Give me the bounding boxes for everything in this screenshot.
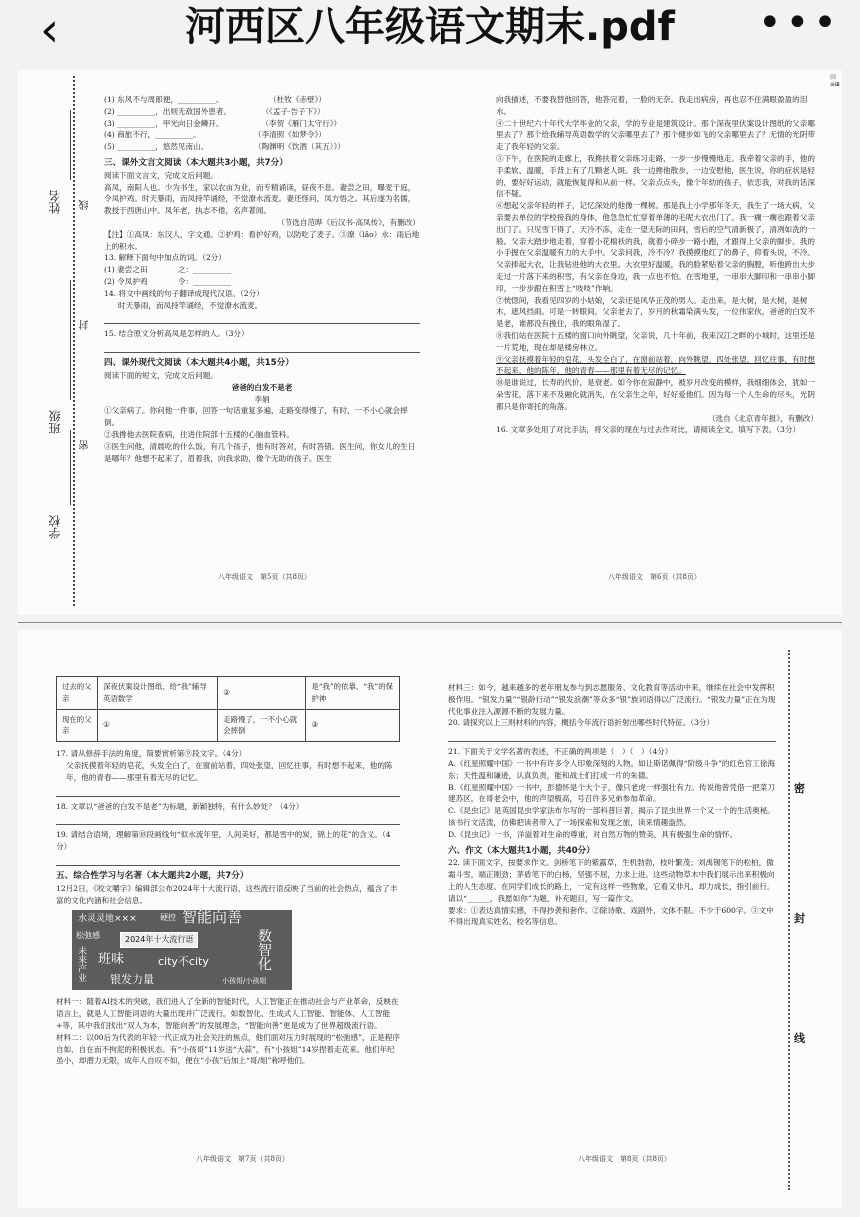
question-17-quote: 父亲抚摸着年轻的皂花，头发全白了，在窗前站着，四处张望，回忆往事，有时想不起来，他的陈年，他的青春——那里有着无尽的记忆。 — [66, 760, 393, 782]
table-cell: ③ — [306, 709, 400, 742]
name-line — [70, 110, 71, 180]
page6-column — [496, 94, 818, 436]
question-21: 21. 下面关于文学名著的表述，不正确的两项是（ ）（ ）（4分） — [448, 747, 673, 757]
page-5-footer: 八年级语文 第5页（共8页） — [218, 573, 311, 581]
classical-text: 高凤，南阳人也。少为书生，家以农亩为业，而专精诵读，昼夜不息。妻尝之田，曝麦于庭，令凤护鸡。时天暴雨，而凤持竿诵经，不觉潦水流麦。妻还怪问，凤方悟之。其后遂为名儒，教授于西唐山中。凤年老，执志不倦，名声著闻。 — [104, 182, 416, 216]
story-title: 爸爸的白发不是老 — [231, 382, 293, 392]
story-paragraph: ⑤下午，在医院的走廊上，我搀扶着父亲练习走路，一步一步慢慢地走。我牵着父亲的手，他的手柔软、温暖，手背上有了几颗老人斑。我一边搀他散步，一边安慰他，医生说，你的症状是轻的，要好好运动，就能恢复得和从前一样。父亲点点头，像个年幼的孩子，依恋我，对我的话深信不疑。 — [496, 153, 815, 199]
classical-note: 【注】①高凤：东汉人，字文通。②护鸡：看护好鸡，以防吃了麦子。③潦（lǎo）水：雨后地上的积水。 — [104, 229, 420, 251]
classical-source: （节选自范晔《后汉书·高凤传》，有删改） — [277, 217, 420, 227]
poster-word: 小孩哥/小孩姐 — [222, 977, 267, 986]
feng-label: 封 — [80, 320, 91, 330]
poem-line-4: (4) 商旅不行，__________。 （李清照《如梦令》） — [104, 130, 326, 140]
story-source: （选自《北京青年报》，有删改） — [707, 413, 818, 423]
poem-line-1: (1) 东风不与周郎便，__________。 （杜牧《赤壁》） — [104, 95, 326, 104]
binding-dotted-line — [73, 76, 75, 606]
table-cell: 走路慢了，一不小心就会摔倒 — [218, 709, 306, 742]
page-8-footer: 八年级语文 第8页（共8页） — [578, 1155, 671, 1163]
poster-word: 水灵灵地××× — [78, 914, 137, 925]
xian-label: 线 — [794, 1032, 805, 1045]
poster-word: 未来产业 — [78, 947, 88, 985]
question-22: 22. 读下面文字，按要求作文。剑桥笔下的紫露草，生机勃勃，枝叶繁茂；刘禹锡笔下的松柏，傲霜斗雪，端正刚劲；茅盾笔下的白杨，坚强不屈，力求上进。这些动物草木中我们展示出来积极向上的人生态度。在同学们成长的路上，一定有这样一些物象，它看又非凡，却力成长，指引前行。 — [448, 858, 775, 891]
poster-word: 班味 — [98, 952, 125, 968]
mi-label: 密 — [80, 440, 91, 450]
answer-line — [104, 342, 420, 353]
story-paragraph-3: ③医生问他，清晨吃的什么饭，有几个孩子，他有时答对，有时答错。医生问，你女儿的生日是哪年？他想不起来了，眉着我，向我求助，像个无助的孩子。医生 — [104, 441, 416, 463]
poem-line-5: (5) __________，悠然见南山。 （陶渊明《饮酒（其五）》） — [104, 142, 345, 152]
poster-word: city不city — [158, 955, 209, 969]
page-6-footer: 八年级语文 第6页（共8页） — [608, 573, 701, 581]
story-paragraph-1: ①父亲病了。你问他一件事，回答一句话重复多遍，走路变得慢了，有时，一不小心就会摔倒。 — [104, 406, 408, 428]
option-a: A.《红星照耀中国》一书中有许多令人印象深刻的人物。如让斯诺佩得“阶级斗争”的红色官工徐海东；天性温和谦逊，认真负责，能和战士们打成一片的朱德。 — [448, 758, 776, 780]
document-title: 河西区八年级语文期末.pdf — [185, 4, 675, 50]
question-13b: (2) 令凤护鸡 令：__________ — [104, 276, 232, 286]
table-cell: ② — [218, 677, 306, 710]
school-line — [70, 430, 71, 505]
story-paragraph-2: ②我搀他去医院查病，住进住院部十五楼的心脑血管科。 — [104, 429, 294, 439]
story-paragraph: ⑦恍惚间，我看见四岁的小姑娘，父亲还是风华正茂的男人。走出来，是大树，是大树，是树木，遮风挡雨。可是一转眼间，父亲老去了，岁月的秋霜染满头发，一位伟家伙，爸爸的白发不是老，谁都没有挽住，我的眼角湿了。 — [496, 295, 815, 329]
section-3-intro: 阅读下面文言文，完成文后问题。 — [104, 170, 218, 180]
poster-word: 银发力量 — [110, 973, 154, 987]
section-5-intro: 12月2日，《咬文嚼字》编辑部公布2024年十大流行语，这些流行语反映了当前的社会热点，蕴含了丰富的文化内涵和社会信息。 — [56, 883, 398, 905]
story-paragraph: ④二十世纪六十年代大学毕业的父亲，学的专业是建筑设计。那个深夜里伏案设计图纸的父亲哪里去了？那个给我辅导英语数学的父亲哪里去了？那个健步如飞的父亲哪里去了？无情的光阴带走了我年轻的父亲。 — [496, 118, 815, 152]
scan-corner-mark: 田 ≡⊞ — [830, 74, 841, 88]
story-author: 李娟 — [254, 394, 270, 404]
question-18: 18. 文章以“爸爸的白发不是老”为标题，新颖独特，有什么妙处？（4分） — [56, 801, 304, 811]
class-line — [70, 280, 71, 400]
answer-line — [104, 313, 420, 324]
option-b: B.《红星照耀中国》一书中，彭德怀是个大个子，像只老虎一样强壮有力。传说他曾凭借一把菜刀建苏区，在哥老会中，他的声望极高，号召许多兄弟参加革命。 — [448, 782, 775, 804]
binding-margin — [18, 70, 98, 615]
poem-line-2: (2) __________，出则无敌国外患者。 （《孟子·告子下》） — [104, 106, 325, 116]
section-5-heading: 五、综合性学习与名著（本大题共2小题，共7分） — [56, 870, 249, 881]
material-2: 材料二：以00后为代表的年轻一代正成为社会关注的焦点，他们面对压力时展现的“松弛感”，正是程序自如、自在而不拘泥的积极状态。有“小孩哥”11岁送“大蒜”，有“小孩姐”14岁捏着走花来。他们年纪虽小，却潜力无限，成年人自叹不如，便在“小孩”后加上“哥/姐”称呼他们。 — [56, 1032, 400, 1066]
table-row — [57, 709, 400, 742]
back-chevron-icon[interactable]: ‹ — [40, 2, 60, 58]
section-3-heading: 三、课外文言文阅读（本大题共3小题，共7分） — [104, 157, 288, 168]
table-cell: 是“我”的依靠、“我”的保护神 — [306, 677, 400, 710]
xian-label: 线 — [80, 200, 91, 210]
comparison-table — [56, 676, 400, 742]
story-paragraph: ⑩是谁说过，长寿的代价，是衰老。如今你在寂静中，被岁月改变的模样，我细细体会，犹如一朵雪花，落下来不及融化就消失，在父亲生之年，好好爱他们。因为每一个人生命的尽头，光阴都只是你寄托的角落。 — [496, 378, 815, 411]
section-4-intro: 阅读下面的短文，完成文后问题。 — [104, 370, 218, 380]
poster-banner: 2024年十大流行语 — [120, 932, 198, 948]
story-paragraph: 向我描述，不要我替他回答，他答完着，一脸的无奈。我走出病房，再也忍不住满眼盈盈的泪水。 — [496, 95, 808, 116]
question-14-sentence: 时天暴雨，而凤持竿诵经，不觉潦水流麦。 — [118, 300, 263, 310]
mi-label: 密 — [794, 782, 805, 795]
class-label: 班级 — [48, 410, 62, 434]
poster-word: 数智化 — [258, 929, 272, 974]
page5-column — [104, 94, 420, 464]
question-22-task: 请以“______，我愿如你”为题，补充题目，写一篇作文。 — [448, 893, 639, 903]
poster-word: 硬控 — [160, 913, 176, 923]
table-cell: 现在的父亲 — [57, 709, 98, 742]
story-paragraph-underlined: ⑨父亲抚摸着年轻的皂花，头发全白了，在窗前站着，向外眺望，四处张望，回忆往事，有时想不起来，他的陈年，他的青春——那里有着无尽的记忆。 — [496, 354, 815, 376]
story-paragraph: ⑧我们站在医院十五楼的窗口向外眺望，父亲说，几十年前，我来汉江之畔的小城时，这里还是一片荒地，现在却是楼房林立。 — [496, 330, 815, 352]
page8-column — [448, 682, 776, 928]
question-15: 15. 结合原文分析高凤是怎样的人。（3分） — [104, 329, 249, 339]
table-row — [57, 677, 400, 710]
material-1: 材料一：随着AI技术的突破，我们进入了全新的智能时代，人工智能正在推动社会与产业革命，反映在语言上，就是人工智能词语的大量出现并广泛流行。如数智化、生成式人工智能、智能体、人工智能+等，其中我们找出“双人为本，智能向善”的发展理念，“智能向善”更是成为了世界超级流行语。 — [56, 997, 399, 1030]
table-cell: 过去的父亲 — [57, 677, 98, 710]
question-13a: (1) 妻尝之田 之：__________ — [104, 265, 232, 275]
feng-label: 封 — [794, 912, 805, 925]
material-3: 材料三：如今，越来越多的老年朋友参与到志愿服务、文化教育等活动中来，继续在社会中发挥积极作用。“银发力量”“银龄行动”“银发浪潮”等众多“银”族词语得以广泛流行。“银发力量”正在为现代化事业注入源源不断的发展力量。 — [448, 683, 776, 716]
question-20: 20. 请探究以上三则材料的内容，概括今年流行语折射出哪些时代特征。（3分） — [448, 718, 715, 728]
question-14: 14. 将文中画线的句子翻译成现代汉语。（2分） — [104, 288, 264, 298]
binding-dotted-line-right — [788, 650, 790, 1190]
page-divider — [18, 622, 842, 623]
section-4-heading: 四、课外现代文阅读（本大题共4小题，共15分） — [104, 358, 294, 369]
page7-column — [56, 676, 400, 1067]
name-label: 姓名 — [48, 190, 62, 214]
poster-word: 智能向善 — [182, 910, 243, 927]
story-paragraph: ⑥想起父亲年轻的样子，记忆深处的他像一棵树。那是我上小学那年冬天，我生了一场大病，父亲要去单位的学校接我的身体，他急急忙忙穿着单薄的毛呢大衣出门了。我一瘸一瘸也跟着父亲出门了。只见雪下得了，天冷不冻，走在一望无际的田间，雪后的空气清新极了，清冽如洗的一般。父亲大踏步地走着，穿着小花棉袄的我，就着小碎步一路小跑，才跟得上父亲的脚步。我的小手握在父亲温暖有力的大手中。父亲问我，冷不冷？我摸摸他红了的鼻子，仰着头说，不冷。父亲捧起大衣，让我钻进他的大衣里。大衣里好温暖，我的脸紧贴着父亲的胸膛，听他跨出大步走过一片落下来的积雪，有父亲在身边，我一点也不怕。在雪地里，一串串大脚印和一串串小脚印，一步步跟在积雪上“吱吱”作响。 — [496, 201, 815, 293]
page-7-footer: 八年级语文 第7页（共8页） — [196, 1155, 289, 1163]
school-label: 学校 — [48, 515, 62, 539]
question-17: 17. 请从修辞手法的角度，简要赏析第⑨段文字。（4分） — [56, 749, 247, 759]
poem-line-3: (3) __________，甲光向日金鳞开。 （李贺《雁门太守行》） — [104, 118, 342, 128]
poster-word: 松弛感 — [76, 931, 100, 941]
option-d: D.《昆虫记》一书，洋溢着对生命的尊重，对自然万物的赞美，具有极强生命的情怀。 — [448, 829, 738, 839]
buzzwords-poster-image — [72, 910, 292, 990]
answer-line — [448, 731, 776, 742]
table-cell: 深夜伏案设计图纸、给“我”辅导英语数学 — [98, 677, 218, 710]
answer-line — [56, 855, 400, 866]
app-header — [0, 0, 860, 66]
question-16: 16. 文章多处用了对比手法，将父亲的现在与过去作对比，请阅读全文，填写下表。（3分） — [496, 425, 801, 435]
question-22-requirements: 要求：①表达真情实感，不得抄袭和套作。②除诗歌、戏剧外，文体不限。不少于600字。③文中不得出现真实姓名、校名等信息。 — [448, 905, 774, 927]
question-13: 13. 解释下面句中加点的词。（2分） — [104, 253, 226, 263]
document-page-spread-bottom — [18, 630, 842, 1208]
section-6-heading: 六、作文（本大题共1小题，共40分） — [448, 845, 595, 856]
document-page-spread-top — [18, 70, 842, 615]
question-19: 19. 请结合语境，理解第⑩段画线句“似水流年里，人间美好，都是雪中的炭，锦上的花”的含义。（4分） — [56, 830, 391, 852]
more-options-icon[interactable]: ••• — [758, 0, 841, 46]
answer-line — [56, 814, 400, 825]
answer-line — [56, 786, 400, 797]
table-cell: ① — [98, 709, 218, 742]
option-c: C.《昆虫记》是英国昆虫学家法布尔写的一部科普巨著，揭示了昆虫世界一个又一个的生活奥秘。该书行文活泼，仿佛把读者带入了一场探索和发现之旅，读来情趣盎然。 — [448, 806, 775, 827]
